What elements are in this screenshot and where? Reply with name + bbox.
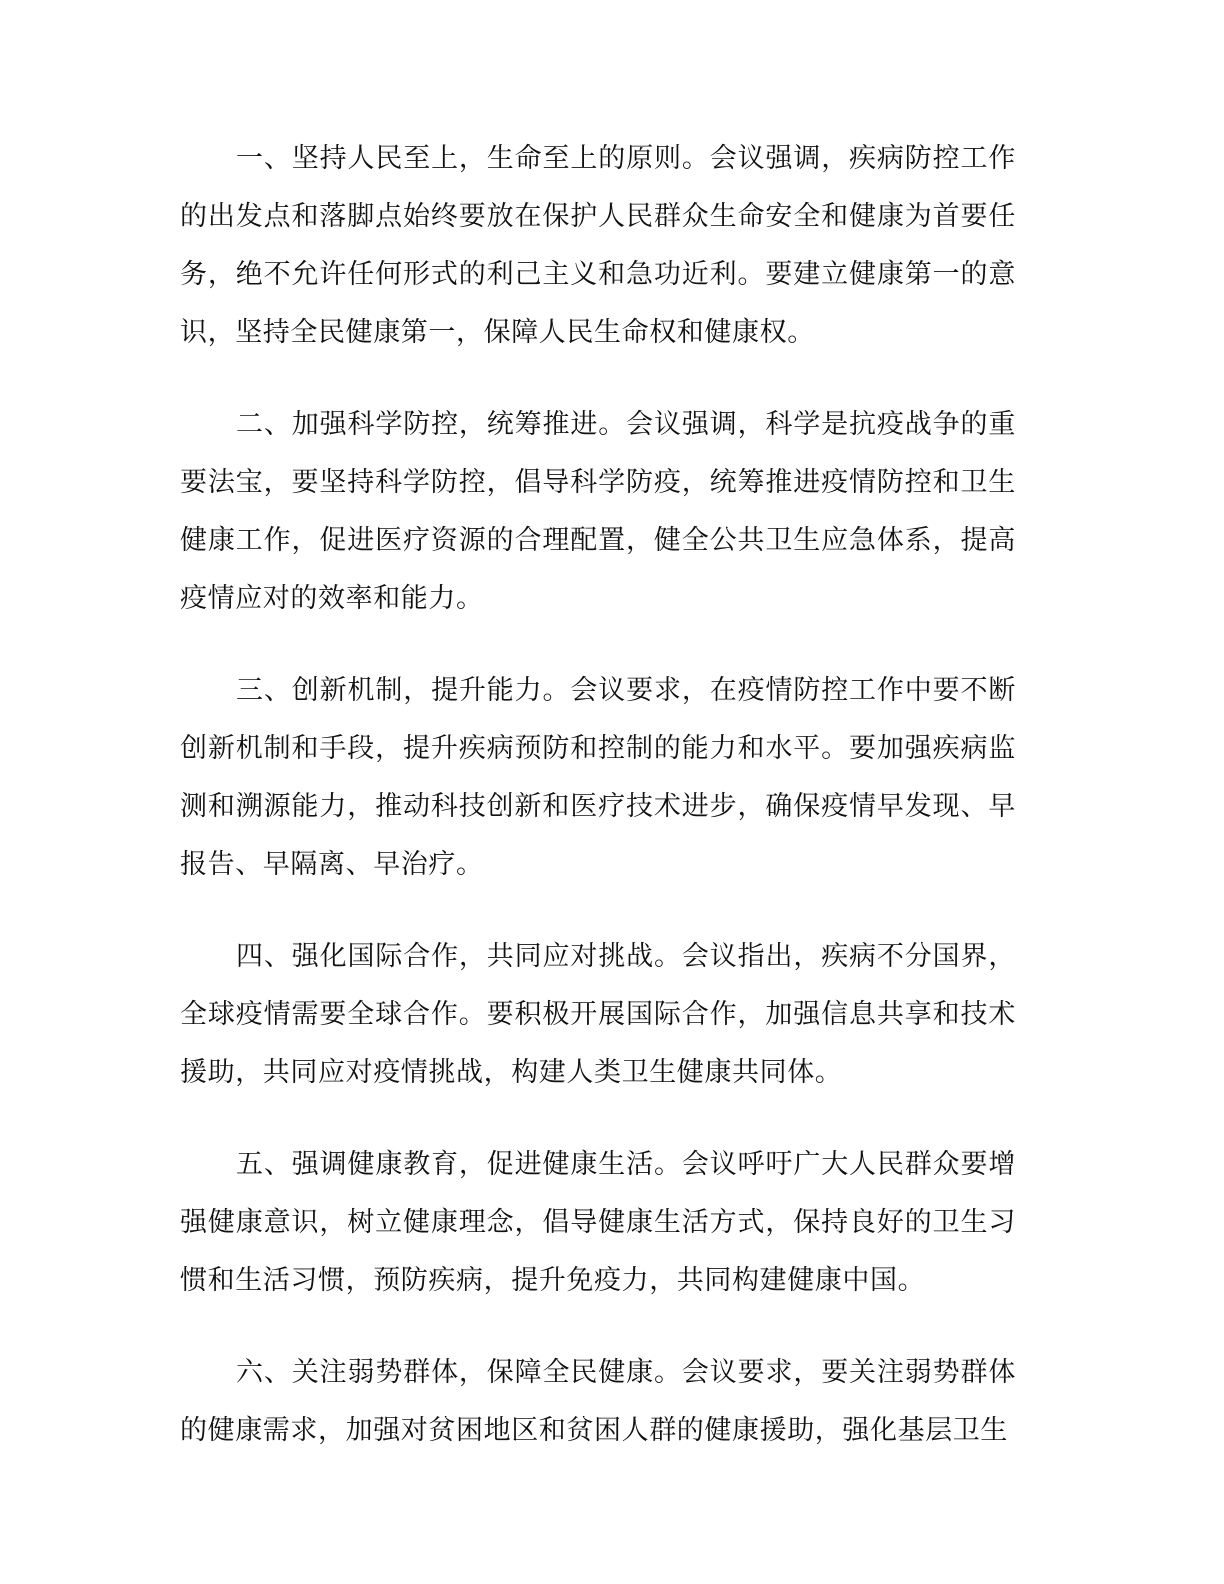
paragraph-6: 六、关注弱势群体，保障全民健康。会议要求，要关注弱势群体的健康需求，加强对贫困地区和贫困人群的健康援助，强化基层卫生 [180,1357,1016,1446]
document-body [180,130,1016,1494]
paragraph-5: 五、强调健康教育，促进健康生活。会议呼吁广大人民群众要增强健康意识，树立健康理念，倡导健康生活方式，保持良好的卫生习惯和生活习惯，预防疾病，提升免疫力，共同构建健康中国。 [180,1149,1016,1296]
paragraph-1: 一、坚持人民至上，生命至上的原则。会议强调，疾病防控工作的出发点和落脚点始终要放在保护人民群众生命安全和健康为首要任务，绝不允许任何形式的利己主义和急功近利。要建立健康第一的意识，坚持全民健康第一，保障人民生命权和健康权。 [180,143,1016,348]
paragraph-3: 三、创新机制，提升能力。会议要求，在疫情防控工作中要不断创新机制和手段，提升疾病预防和控制的能力和水平。要加强疾病监测和溯源能力，推动科技创新和医疗技术进步，确保疫情早发现、早报告、早隔离、早治疗。 [180,675,1016,880]
paragraph-4: 四、强化国际合作，共同应对挑战。会议指出，疾病不分国界，全球疫情需要全球合作。要积极开展国际合作，加强信息共享和技术援助，共同应对疫情挑战，构建人类卫生健康共同体。 [180,941,1016,1088]
paragraph-2: 二、加强科学防控，统筹推进。会议强调，科学是抗疫战争的重要法宝，要坚持科学防控，倡导科学防疫，统筹推进疫情防控和卫生健康工作，促进医疗资源的合理配置，健全公共卫生应急体系，提高疫情应对的效率和能力。 [180,409,1016,614]
